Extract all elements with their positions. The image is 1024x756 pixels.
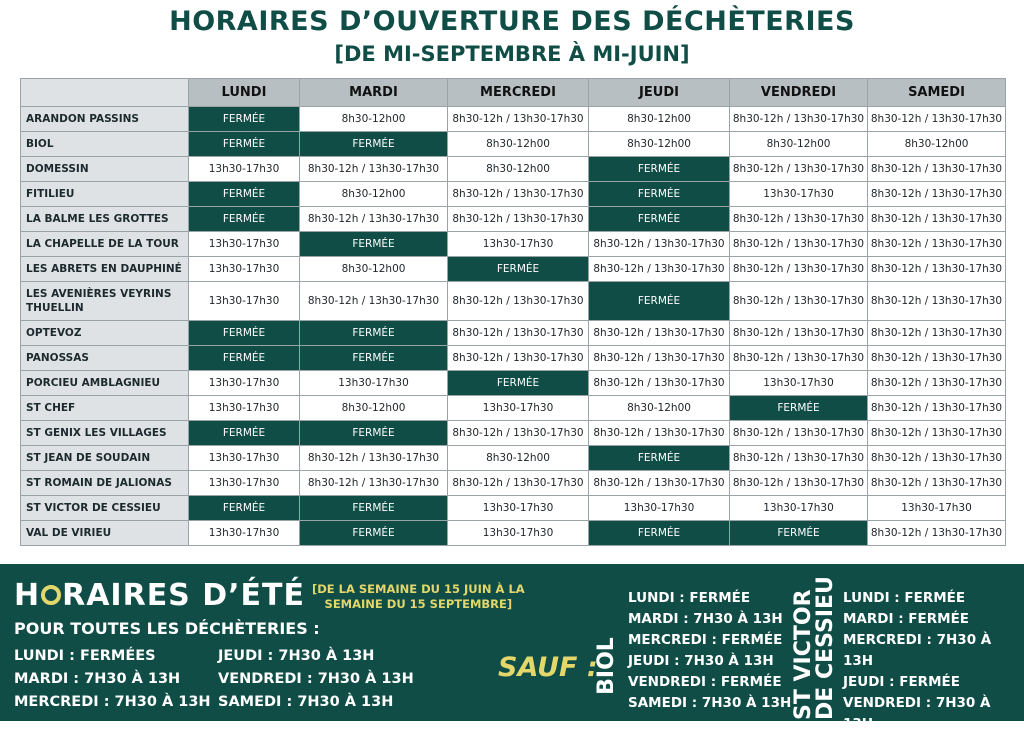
closed-cell: FERMÉE bbox=[189, 346, 300, 371]
hours-cell: 8h30-12h / 13h30-17h30 bbox=[448, 207, 589, 232]
biol-days bbox=[628, 588, 791, 714]
site-name: ST JEAN DE SOUDAIN bbox=[21, 446, 189, 471]
hours-cell: 8h30-12h / 13h30-17h30 bbox=[868, 182, 1006, 207]
hours-cell: 8h30-12h / 13h30-17h30 bbox=[868, 396, 1006, 421]
biol-label: BIOL bbox=[594, 637, 619, 695]
site-name: LES AVENIÈRES VEYRINS THUELLIN bbox=[21, 282, 189, 321]
summer-day-line: LUNDI : FERMÉES bbox=[14, 648, 156, 664]
closed-cell: FERMÉE bbox=[189, 496, 300, 521]
hours-cell: 13h30-17h30 bbox=[189, 446, 300, 471]
hours-cell: 8h30-12h00 bbox=[589, 107, 730, 132]
hours-cell: 8h30-12h / 13h30-17h30 bbox=[300, 446, 448, 471]
closed-cell: FERMÉE bbox=[189, 182, 300, 207]
hours-cell: 13h30-17h30 bbox=[189, 471, 300, 496]
hours-cell: 8h30-12h / 13h30-17h30 bbox=[589, 421, 730, 446]
site-name: ST GENIX LES VILLAGES bbox=[21, 421, 189, 446]
st-victor-day-line: MERCREDI : 7H30 À 13H bbox=[843, 632, 992, 669]
summer-day-line: MARDI : 7H30 À 13H bbox=[14, 671, 181, 687]
table-row bbox=[21, 282, 1006, 321]
hours-cell: 8h30-12h / 13h30-17h30 bbox=[448, 421, 589, 446]
biol-day-line: VENDREDI : FERMÉE bbox=[628, 674, 782, 690]
site-name: PORCIEU AMBLAGNIEU bbox=[21, 371, 189, 396]
hours-cell: 8h30-12h / 13h30-17h30 bbox=[730, 421, 868, 446]
hours-cell: 8h30-12h / 13h30-17h30 bbox=[730, 446, 868, 471]
table-row bbox=[21, 107, 1006, 132]
summer-day-line: SAMEDI : 7H30 À 13H bbox=[218, 694, 394, 710]
hours-cell: 8h30-12h / 13h30-17h30 bbox=[448, 321, 589, 346]
st-victor-day-line: MARDI : FERMÉE bbox=[843, 611, 970, 627]
st-victor-days bbox=[843, 588, 1024, 756]
hours-cell: 8h30-12h00 bbox=[300, 257, 448, 282]
hours-cell: 13h30-17h30 bbox=[730, 182, 868, 207]
hours-cell: 8h30-12h / 13h30-17h30 bbox=[868, 207, 1006, 232]
closed-cell: FERMÉE bbox=[589, 282, 730, 321]
hours-cell: 13h30-17h30 bbox=[448, 496, 589, 521]
closed-cell: FERMÉE bbox=[189, 321, 300, 346]
site-name: OPTEVOZ bbox=[21, 321, 189, 346]
hours-cell: 8h30-12h / 13h30-17h30 bbox=[589, 232, 730, 257]
hours-cell: 8h30-12h / 13h30-17h30 bbox=[448, 107, 589, 132]
hours-cell: 8h30-12h00 bbox=[448, 446, 589, 471]
closed-cell: FERMÉE bbox=[300, 232, 448, 257]
hours-cell: 13h30-17h30 bbox=[448, 521, 589, 546]
table-header-row bbox=[21, 79, 1006, 107]
site-name: VAL DE VIRIEU bbox=[21, 521, 189, 546]
summer-period bbox=[312, 582, 525, 612]
table-row bbox=[21, 182, 1006, 207]
day-header: SAMEDI bbox=[868, 79, 1006, 107]
closed-cell: FERMÉE bbox=[300, 346, 448, 371]
biol-day-line: SAMEDI : 7H30 À 13H bbox=[628, 695, 792, 711]
hours-cell: 8h30-12h / 13h30-17h30 bbox=[868, 107, 1006, 132]
site-name: LA BALME LES GROTTES bbox=[21, 207, 189, 232]
hours-cell: 8h30-12h00 bbox=[448, 132, 589, 157]
hours-cell: 8h30-12h / 13h30-17h30 bbox=[448, 471, 589, 496]
st-victor-day-line: VENDREDI : 7H30 À 13H bbox=[843, 695, 991, 732]
closed-cell: FERMÉE bbox=[300, 132, 448, 157]
table-row bbox=[21, 396, 1006, 421]
closed-cell: FERMÉE bbox=[300, 521, 448, 546]
closed-cell: FERMÉE bbox=[589, 446, 730, 471]
hours-cell: 8h30-12h / 13h30-17h30 bbox=[730, 207, 868, 232]
site-name: ARANDON PASSINS bbox=[21, 107, 189, 132]
hours-cell: 13h30-17h30 bbox=[300, 371, 448, 396]
hours-cell: 8h30-12h / 13h30-17h30 bbox=[868, 321, 1006, 346]
hours-cell: 8h30-12h / 13h30-17h30 bbox=[730, 471, 868, 496]
hours-cell: 13h30-17h30 bbox=[189, 396, 300, 421]
summer-period-line: SEMAINE DU 15 SEPTEMBRE] bbox=[324, 597, 513, 611]
hours-cell: 13h30-17h30 bbox=[189, 521, 300, 546]
closed-cell: FERMÉE bbox=[300, 421, 448, 446]
summer-subtitle: POUR TOUTES LES DÉCHÈTERIES : bbox=[14, 619, 320, 638]
hours-cell: 13h30-17h30 bbox=[589, 496, 730, 521]
hours-cell: 8h30-12h / 13h30-17h30 bbox=[589, 471, 730, 496]
hours-cell: 13h30-17h30 bbox=[448, 396, 589, 421]
closed-cell: FERMÉE bbox=[589, 182, 730, 207]
hours-cell: 8h30-12h / 13h30-17h30 bbox=[730, 257, 868, 282]
hours-cell: 8h30-12h / 13h30-17h30 bbox=[730, 232, 868, 257]
day-header: LUNDI bbox=[189, 79, 300, 107]
summer-days-col1 bbox=[14, 645, 211, 714]
biol-day-line: MERCREDI : FERMÉE bbox=[628, 632, 783, 648]
hours-cell: 8h30-12h / 13h30-17h30 bbox=[730, 282, 868, 321]
summer-title-end: RAIRES D’ÉTÉ bbox=[62, 578, 305, 613]
table-row bbox=[21, 207, 1006, 232]
table-row bbox=[21, 257, 1006, 282]
day-header: MARDI bbox=[300, 79, 448, 107]
st-victor-label-line: DE CESSIEU bbox=[813, 576, 838, 720]
summer-day-line: JEUDI : 7H30 À 13H bbox=[218, 648, 375, 664]
hours-cell: 8h30-12h / 13h30-17h30 bbox=[589, 257, 730, 282]
schedule-table bbox=[20, 78, 1006, 546]
summer-title-start: H bbox=[14, 578, 41, 613]
hours-cell: 8h30-12h / 13h30-17h30 bbox=[868, 446, 1006, 471]
hours-cell: 8h30-12h / 13h30-17h30 bbox=[448, 182, 589, 207]
closed-cell: FERMÉE bbox=[589, 521, 730, 546]
biol-day-line: JEUDI : 7H30 À 13H bbox=[628, 653, 774, 669]
hours-cell: 8h30-12h / 13h30-17h30 bbox=[730, 107, 868, 132]
hours-cell: 8h30-12h00 bbox=[589, 132, 730, 157]
hours-cell: 8h30-12h / 13h30-17h30 bbox=[448, 346, 589, 371]
st-victor-day-line: JEUDI : FERMÉE bbox=[843, 674, 960, 690]
closed-cell: FERMÉE bbox=[448, 371, 589, 396]
hours-cell: 8h30-12h / 13h30-17h30 bbox=[300, 282, 448, 321]
hours-cell: 8h30-12h00 bbox=[589, 396, 730, 421]
closed-cell: FERMÉE bbox=[189, 207, 300, 232]
table-row bbox=[21, 496, 1006, 521]
hours-cell: 8h30-12h / 13h30-17h30 bbox=[868, 371, 1006, 396]
hours-cell: 8h30-12h / 13h30-17h30 bbox=[300, 471, 448, 496]
hours-cell: 8h30-12h / 13h30-17h30 bbox=[730, 321, 868, 346]
closed-cell: FERMÉE bbox=[589, 157, 730, 182]
hours-cell: 8h30-12h / 13h30-17h30 bbox=[868, 282, 1006, 321]
site-name: ST CHEF bbox=[21, 396, 189, 421]
hours-cell: 8h30-12h / 13h30-17h30 bbox=[300, 157, 448, 182]
header-corner bbox=[21, 79, 189, 107]
except-label: SAUF : bbox=[498, 652, 598, 683]
table-row bbox=[21, 471, 1006, 496]
day-header: MERCREDI bbox=[448, 79, 589, 107]
hours-cell: 13h30-17h30 bbox=[868, 496, 1006, 521]
summer-day-line: MERCREDI : 7H30 À 13H bbox=[14, 694, 211, 710]
closed-cell: FERMÉE bbox=[300, 496, 448, 521]
hours-cell: 8h30-12h00 bbox=[868, 132, 1006, 157]
hours-cell: 8h30-12h / 13h30-17h30 bbox=[868, 346, 1006, 371]
schedule-body bbox=[21, 107, 1006, 546]
hours-cell: 13h30-17h30 bbox=[189, 257, 300, 282]
hours-cell: 8h30-12h00 bbox=[730, 132, 868, 157]
site-name: PANOSSAS bbox=[21, 346, 189, 371]
hours-cell: 8h30-12h / 13h30-17h30 bbox=[868, 257, 1006, 282]
biol-day-line: LUNDI : FERMÉE bbox=[628, 590, 751, 606]
hours-cell: 8h30-12h / 13h30-17h30 bbox=[730, 157, 868, 182]
site-name: DOMESSIN bbox=[21, 157, 189, 182]
hours-cell: 8h30-12h / 13h30-17h30 bbox=[300, 207, 448, 232]
table-row bbox=[21, 132, 1006, 157]
summer-day-line: VENDREDI : 7H30 À 13H bbox=[218, 671, 414, 687]
table-row bbox=[21, 446, 1006, 471]
closed-cell: FERMÉE bbox=[300, 321, 448, 346]
hours-cell: 13h30-17h30 bbox=[189, 157, 300, 182]
day-header: JEUDI bbox=[589, 79, 730, 107]
site-name: ST VICTOR DE CESSIEU bbox=[21, 496, 189, 521]
closed-cell: FERMÉE bbox=[448, 257, 589, 282]
table-row bbox=[21, 371, 1006, 396]
table-row bbox=[21, 521, 1006, 546]
site-name: LES ABRETS EN DAUPHINÉ bbox=[21, 257, 189, 282]
hours-cell: 13h30-17h30 bbox=[448, 232, 589, 257]
day-header: VENDREDI bbox=[730, 79, 868, 107]
st-victor-day-line: SAMEDI : FERMÉE bbox=[843, 737, 978, 753]
closed-cell: FERMÉE bbox=[189, 132, 300, 157]
site-name: ST ROMAIN DE JALIONAS bbox=[21, 471, 189, 496]
site-name: LA CHAPELLE DE LA TOUR bbox=[21, 232, 189, 257]
hours-cell: 13h30-17h30 bbox=[189, 282, 300, 321]
hours-cell: 8h30-12h00 bbox=[448, 157, 589, 182]
summer-days-col2 bbox=[218, 645, 414, 714]
hours-cell: 8h30-12h / 13h30-17h30 bbox=[589, 371, 730, 396]
hours-cell: 13h30-17h30 bbox=[189, 232, 300, 257]
hours-cell: 13h30-17h30 bbox=[730, 496, 868, 521]
hours-cell: 8h30-12h00 bbox=[300, 396, 448, 421]
hours-cell: 8h30-12h / 13h30-17h30 bbox=[730, 346, 868, 371]
hours-cell: 8h30-12h / 13h30-17h30 bbox=[868, 232, 1006, 257]
summer-title bbox=[14, 578, 305, 613]
closed-cell: FERMÉE bbox=[730, 396, 868, 421]
hours-cell: 13h30-17h30 bbox=[189, 371, 300, 396]
hours-cell: 8h30-12h / 13h30-17h30 bbox=[448, 282, 589, 321]
sun-icon bbox=[41, 585, 61, 605]
biol-day-line: MARDI : 7H30 À 13H bbox=[628, 611, 783, 627]
table-row bbox=[21, 157, 1006, 182]
hours-cell: 8h30-12h / 13h30-17h30 bbox=[868, 471, 1006, 496]
page-subtitle: [DE MI-SEPTEMBRE À MI-JUIN] bbox=[334, 42, 690, 66]
st-victor-label-line: ST VICTOR bbox=[791, 589, 816, 720]
table-row bbox=[21, 232, 1006, 257]
hours-cell: 8h30-12h / 13h30-17h30 bbox=[589, 346, 730, 371]
table-row bbox=[21, 421, 1006, 446]
site-name: BIOL bbox=[21, 132, 189, 157]
st-victor-label bbox=[791, 576, 841, 720]
closed-cell: FERMÉE bbox=[189, 421, 300, 446]
summer-hours-panel bbox=[0, 564, 1024, 753]
closed-cell: FERMÉE bbox=[189, 107, 300, 132]
hours-cell: 8h30-12h / 13h30-17h30 bbox=[589, 321, 730, 346]
site-name: FITILIEU bbox=[21, 182, 189, 207]
hours-cell: 8h30-12h00 bbox=[300, 107, 448, 132]
table-row bbox=[21, 346, 1006, 371]
hours-cell: 8h30-12h / 13h30-17h30 bbox=[868, 521, 1006, 546]
hours-cell: 8h30-12h / 13h30-17h30 bbox=[868, 157, 1006, 182]
closed-cell: FERMÉE bbox=[730, 521, 868, 546]
hours-cell: 8h30-12h / 13h30-17h30 bbox=[868, 421, 1006, 446]
closed-cell: FERMÉE bbox=[589, 207, 730, 232]
table-row bbox=[21, 321, 1006, 346]
page-title: HORAIRES D’OUVERTURE DES DÉCHÈTERIES bbox=[169, 6, 855, 37]
summer-period-line: [DE LA SEMAINE DU 15 JUIN À LA bbox=[312, 582, 525, 596]
hours-cell: 8h30-12h00 bbox=[300, 182, 448, 207]
hours-cell: 13h30-17h30 bbox=[730, 371, 868, 396]
st-victor-day-line: LUNDI : FERMÉE bbox=[843, 590, 966, 606]
